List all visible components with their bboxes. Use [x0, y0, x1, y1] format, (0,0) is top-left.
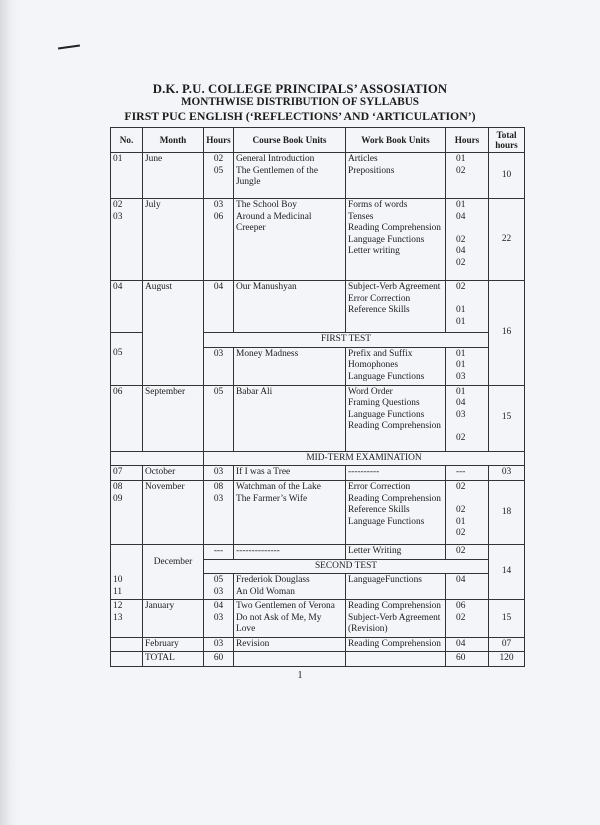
month: December	[143, 545, 204, 600]
wb-hours: 02	[446, 545, 489, 560]
wb-hours: 06 02	[446, 600, 489, 638]
cb-hours: 03	[204, 637, 234, 652]
total-hours: 16	[489, 281, 525, 386]
total-wb-hours: 60	[446, 652, 489, 667]
wb-hours: 01 01 03	[446, 347, 489, 385]
course-book-units: Babar Ali	[234, 385, 346, 451]
month: June	[143, 153, 204, 199]
work-book-units: ----------	[346, 466, 446, 481]
course-book-units: Frederiok Douglass An Old Woman	[234, 574, 346, 600]
wb-hours: 01 04 03 02	[446, 385, 489, 451]
total-hours: 18	[489, 481, 525, 545]
total-hours: 07	[489, 637, 525, 652]
total-hours: 15	[489, 385, 525, 451]
work-book-units: Prefix and Suffix Homophones Language Functions	[346, 347, 446, 385]
mid-term-label: MID-TERM EXAMINATION	[204, 451, 525, 466]
work-book-units: Reading Comprehension	[346, 637, 446, 652]
syllabus-table	[110, 127, 525, 667]
unit-no	[111, 637, 143, 652]
unit-no: 04	[111, 281, 143, 333]
cb-hours: 05 03	[204, 574, 234, 600]
unit-no: 08 09	[111, 481, 143, 545]
cb-hours: 05	[204, 385, 234, 451]
pen-mark	[58, 44, 80, 49]
total-cb-hours: 60	[204, 652, 234, 667]
total-hours: 15	[489, 600, 525, 638]
first-test-label: FIRST TEST	[204, 333, 489, 348]
course-book-units: The School Boy Around a Medicinal Creeper	[234, 199, 346, 281]
total-hours: 14	[489, 545, 525, 600]
cb-hours: ---	[204, 545, 234, 560]
wb-hours: 04	[446, 637, 489, 652]
table-row	[111, 481, 525, 545]
month: July	[143, 199, 204, 281]
total-hours: 10	[489, 153, 525, 199]
work-book-units: Word Order Framing Questions Language Functions Reading Comprehension	[346, 385, 446, 451]
unit-no: 10 11	[111, 545, 143, 600]
month: November	[143, 481, 204, 545]
total-hours: 03	[489, 466, 525, 481]
month: January	[143, 600, 204, 638]
work-book-units: Error Correction Reading Comprehension Reference Skills Language Functions	[346, 481, 446, 545]
month: October	[143, 466, 204, 481]
col-header-wb-hours: Hours	[446, 128, 489, 153]
work-book-units: LanguageFunctions	[346, 574, 446, 600]
cb-hours: 02 05	[204, 153, 234, 199]
work-book-units: Letter Writing	[346, 545, 446, 560]
course-book-units: General Introduction The Gentlemen of the Jungle	[234, 153, 346, 199]
cb-hours: 03 06	[204, 199, 234, 281]
unit-no: 02 03	[111, 199, 143, 281]
syllabus-title: MONTHWISE DISTRIBUTION OF SYLLABUS	[181, 96, 419, 108]
wb-hours: 01 04 02 04 02	[446, 199, 489, 281]
table-row	[111, 281, 525, 333]
work-book-units: Reading Comprehension Subject-Verb Agreement (Revision)	[346, 600, 446, 638]
table-row	[111, 600, 525, 638]
second-test-label: SECOND TEST	[204, 559, 489, 574]
page-number: 1	[297, 670, 303, 681]
work-book-units: Articles Prepositions	[346, 153, 446, 199]
unit-no: 01	[111, 153, 143, 199]
col-header-hours: Hours	[204, 128, 234, 153]
cb-hours: 04	[204, 281, 234, 333]
table-row	[111, 637, 525, 652]
association-title: D.K. P.U. COLLEGE PRINCIPALS’ ASSOSIATION	[152, 82, 448, 96]
col-header-total: Total hours	[489, 128, 525, 153]
col-header-course-book: Course Book Units	[234, 128, 346, 153]
table-header-row	[111, 128, 525, 153]
total-label: TOTAL	[143, 652, 204, 667]
table-row	[111, 466, 525, 481]
col-header-work-book: Work Book Units	[346, 128, 446, 153]
month: August	[143, 281, 204, 386]
wb-hours: 02 02 01 02	[446, 481, 489, 545]
table-row	[111, 385, 525, 451]
cb-hours: 04 03	[204, 600, 234, 638]
cb-hours: 03	[204, 466, 234, 481]
total-row	[111, 652, 525, 667]
mid-term-row	[111, 451, 525, 466]
total-hours: 22	[489, 199, 525, 281]
wb-hours: 02 01 01	[446, 281, 489, 333]
unit-no: 07	[111, 466, 143, 481]
course-book-units: Two Gentlemen of Verona Do not Ask of Me, My Love	[234, 600, 346, 638]
unit-no: 05	[111, 347, 143, 385]
course-book-units: Revision	[234, 637, 346, 652]
work-book-units: Forms of words Tenses Reading Comprehension Language Functions Letter writing	[346, 199, 446, 281]
work-book-units: Subject-Verb Agreement Error Correction Reference Skills	[346, 281, 446, 333]
wb-hours: 01 02	[446, 153, 489, 199]
wb-hours: ---	[446, 466, 489, 481]
col-header-month: Month	[143, 128, 204, 153]
unit-no: 06	[111, 385, 143, 451]
col-header-no: No.	[111, 128, 143, 153]
month: February	[143, 637, 204, 652]
cb-hours: 08 03	[204, 481, 234, 545]
table-row	[111, 199, 525, 281]
grand-total: 120	[489, 652, 525, 667]
course-book-units: Watchman of the Lake The Farmer’s Wife	[234, 481, 346, 545]
course-book-units: Money Madness	[234, 347, 346, 385]
course-book-units: If I was a Tree	[234, 466, 346, 481]
table-row	[111, 545, 525, 560]
cb-hours: 03	[204, 347, 234, 385]
table-row	[111, 153, 525, 199]
month: September	[143, 385, 204, 451]
course-title: FIRST PUC ENGLISH (‘REFLECTIONS’ AND ‘ARTICULATION’)	[124, 109, 476, 123]
unit-no: 12 13	[111, 600, 143, 638]
course-book-units: Our Manushyan	[234, 281, 346, 333]
wb-hours: 04	[446, 574, 489, 600]
course-book-units: --------------	[234, 545, 346, 560]
